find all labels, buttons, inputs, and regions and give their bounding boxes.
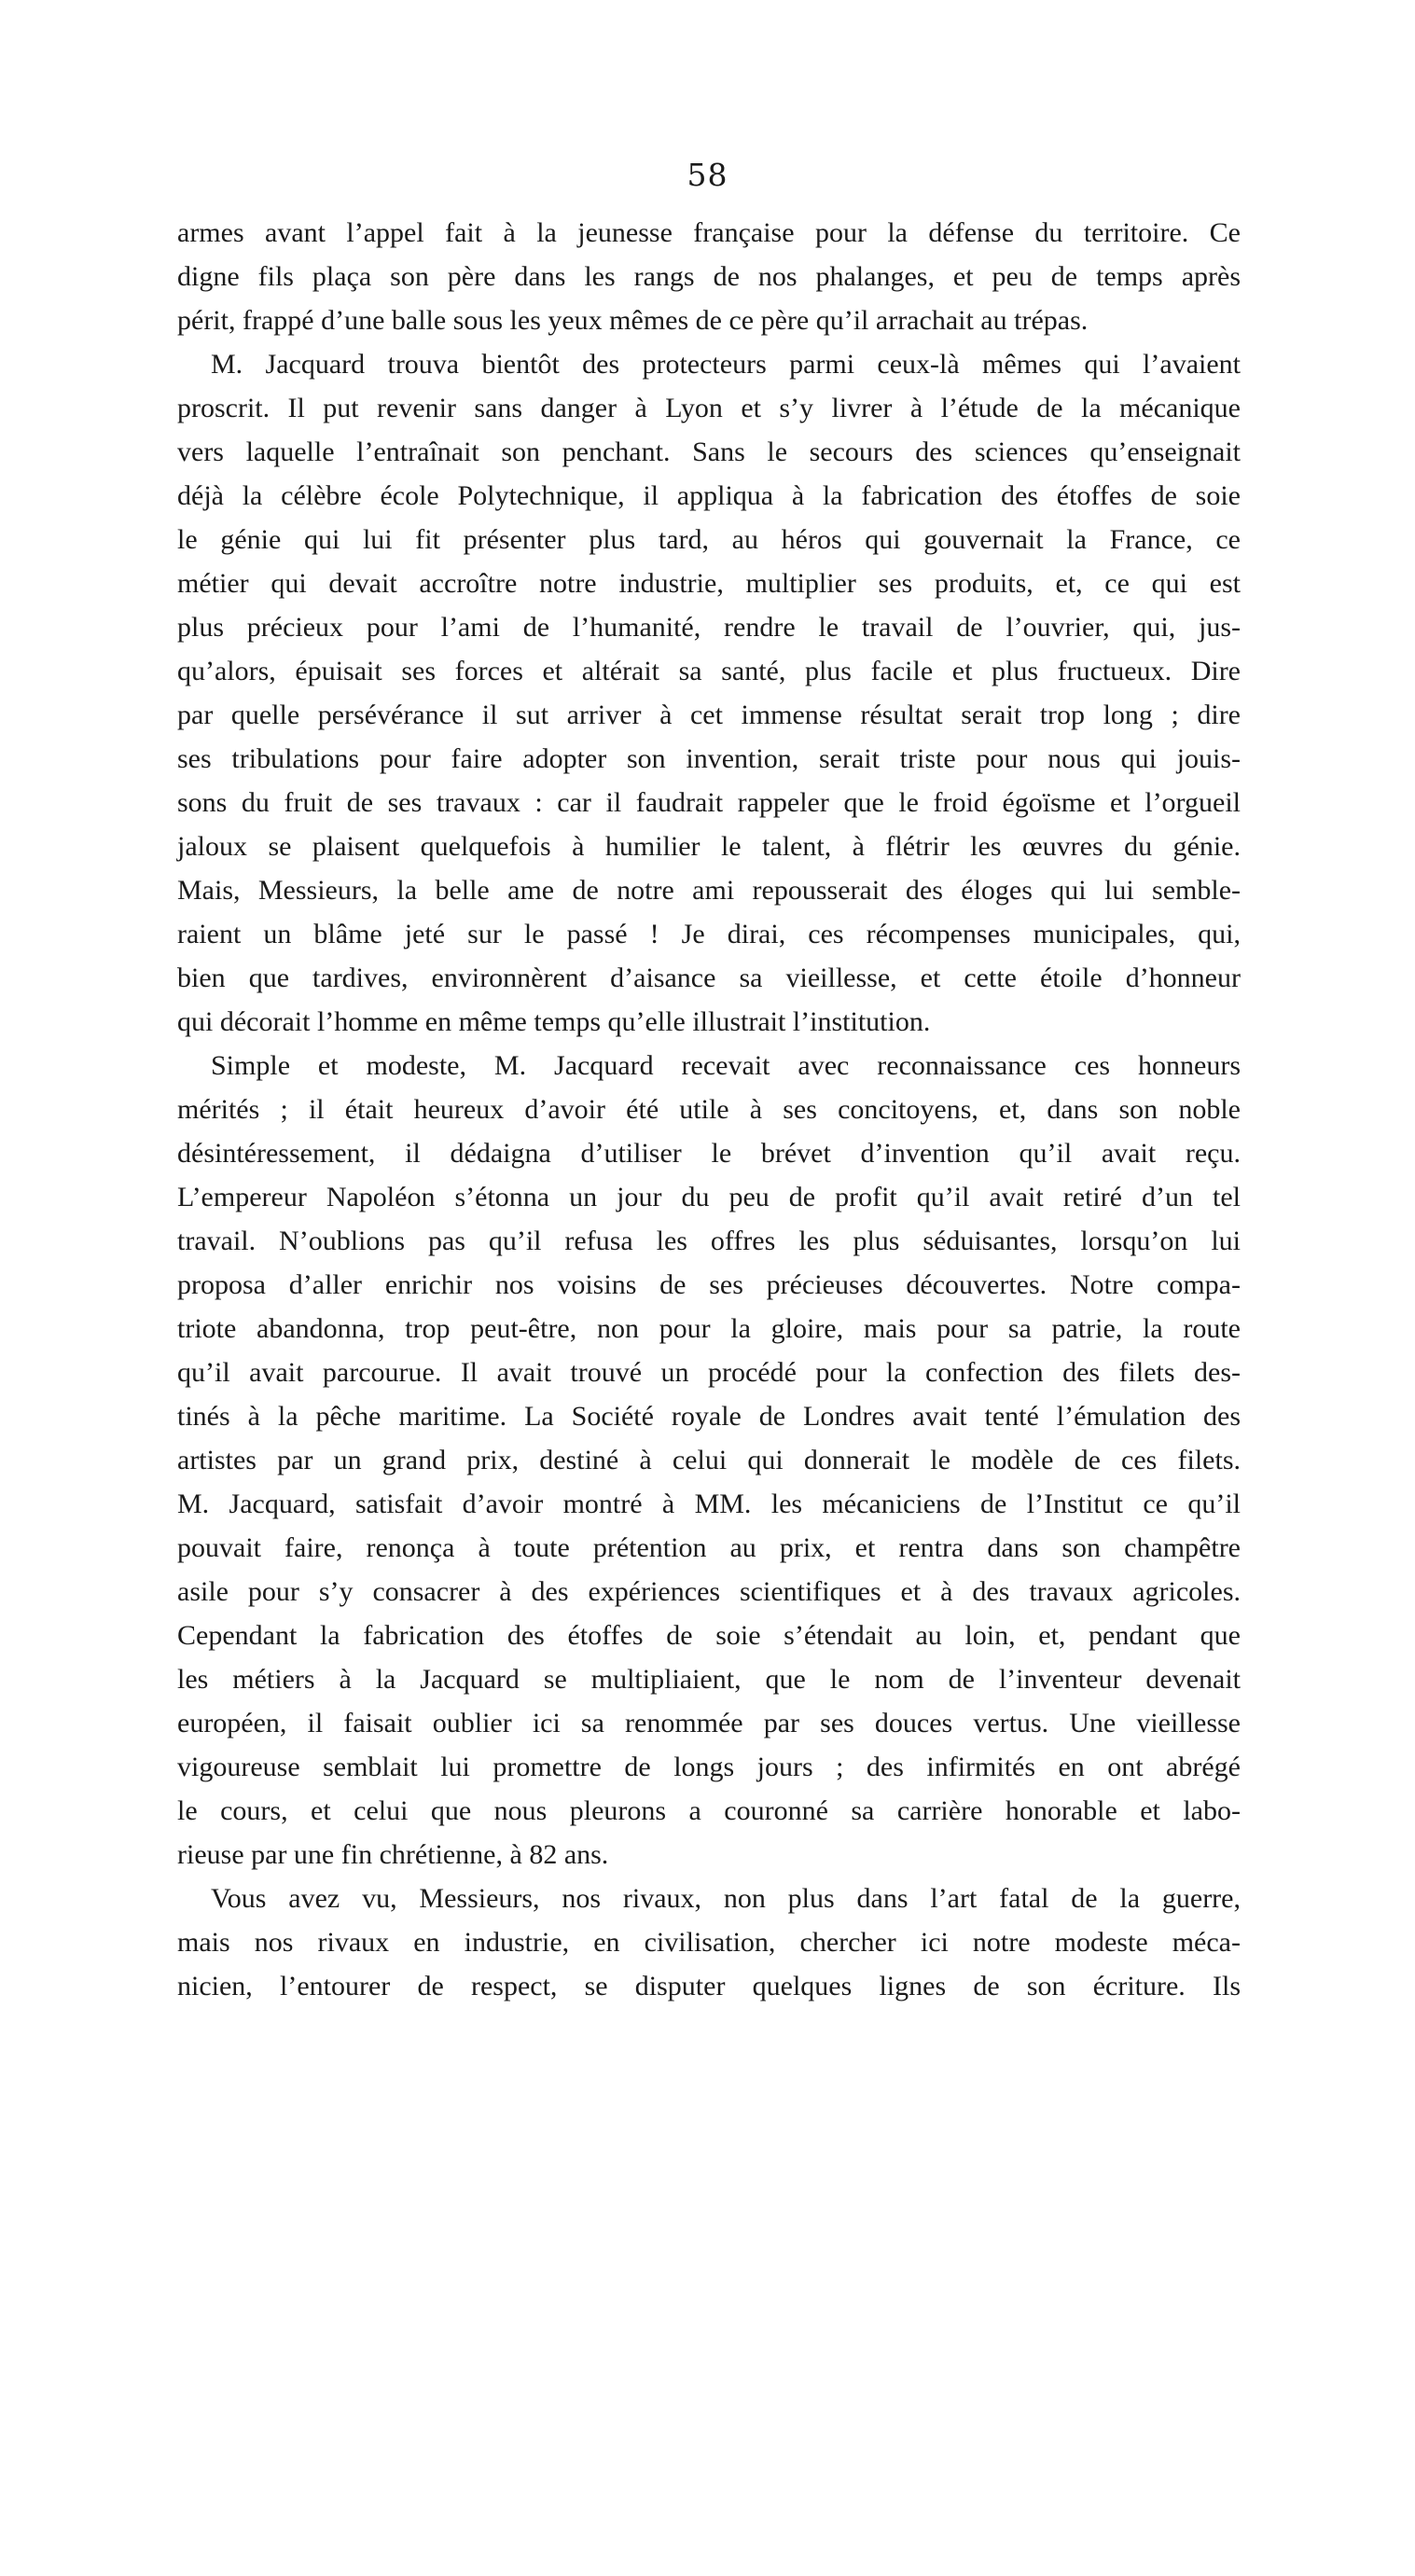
text-line: Cependant la fabrication des étoffes de soie s’étendait au loin, et, pendant que	[177, 1620, 1241, 1651]
text-line: qu’il avait parcourue. Il avait trouvé un procédé pour la confection des filets des-	[177, 1357, 1241, 1388]
text-line: mérités ; il était heureux d’avoir été utile à ses concitoyens, et, dans son noble	[177, 1094, 1241, 1125]
text-line: Mais, Messieurs, la belle ame de notre ami repousserait des éloges qui lui semble-	[177, 875, 1241, 906]
text-line: qu’alors, épuisait ses forces et altérait sa santé, plus facile et plus fructueux. Dire	[177, 656, 1241, 686]
page-number: 58	[687, 157, 728, 193]
text-line: ses tribulations pour faire adopter son invention, serait triste pour nous qui jouis-	[177, 743, 1241, 774]
text-line: vigoureuse semblait lui promettre de longs jours ; des infirmités en ont abrégé	[177, 1752, 1241, 1782]
text-line: tinés à la pêche maritime. La Société royale de Londres avait tenté l’émulation des	[177, 1401, 1241, 1432]
text-line: Simple et modeste, M. Jacquard recevait avec reconnaissance ces honneurs	[211, 1050, 1241, 1081]
text-line: déjà la célèbre école Polytechnique, il appliqua à la fabrication des étoffes de soie	[177, 480, 1241, 511]
text-line: raient un blâme jeté sur le passé ! Je dirai, ces récompenses municipales, qui,	[177, 919, 1241, 949]
body-text	[177, 211, 1241, 2008]
text-line: le cours, et celui que nous pleurons a couronné sa carrière honorable et labo-	[177, 1795, 1241, 1826]
text-line: sons du fruit de ses travaux : car il faudrait rappeler que le froid égoïsme et l’orgueil	[177, 787, 1241, 818]
text-line: désintéressement, il dédaigna d’utiliser le brévet d’invention qu’il avait reçu.	[177, 1138, 1241, 1169]
text-line: proscrit. Il put revenir sans danger à Lyon et s’y livrer à l’étude de la mécanique	[177, 393, 1241, 423]
text-line: périt, frappé d’une balle sous les yeux mêmes de ce père qu’il arrachait au trépas.	[177, 305, 1089, 336]
text-line: L’empereur Napoléon s’étonna un jour du peu de profit qu’il avait retiré d’un tel	[177, 1182, 1241, 1212]
text-line: jaloux se plaisent quelquefois à humilier le talent, à flétrir les œuvres du génie.	[177, 831, 1241, 862]
text-line: nicien, l’entourer de respect, se disputer quelques lignes de son écriture. Ils	[177, 1971, 1241, 2001]
text-line: pouvait faire, renonça à toute prétention au prix, et rentra dans son champêtre	[177, 1532, 1241, 1563]
text-line: par quelle persévérance il sut arriver à cet immense résultat serait trop long ; dire	[177, 699, 1241, 730]
text-line: Vous avez vu, Messieurs, nos rivaux, non plus dans l’art fatal de la guerre,	[211, 1883, 1241, 1914]
text-line: qui décorait l’homme en même temps qu’elle illustrait l’institution.	[177, 1006, 931, 1037]
text-line: métier qui devait accroître notre industrie, multiplier ses produits, et, ce qui est	[177, 568, 1241, 599]
text-line: digne fils plaça son père dans les rangs de nos phalanges, et peu de temps après	[177, 261, 1241, 292]
text-line: artistes par un grand prix, destiné à celui qui donnerait le modèle de ces filets.	[177, 1445, 1241, 1475]
text-line: plus précieux pour l’ami de l’humanité, rendre le travail de l’ouvrier, qui, jus-	[177, 612, 1241, 643]
text-line: le génie qui lui fit présenter plus tard, au héros qui gouvernait la France, ce	[177, 524, 1241, 555]
text-line: M. Jacquard trouva bientôt des protecteurs parmi ceux-là mêmes qui l’avaient	[211, 349, 1241, 380]
text-line: armes avant l’appel fait à la jeunesse française pour la défense du territoire. Ce	[177, 217, 1241, 248]
text-line: vers laquelle l’entraînait son penchant. Sans le secours des sciences qu’enseignait	[177, 436, 1241, 467]
text-line: bien que tardives, environnèrent d’aisance sa vieillesse, et cette étoile d’honneur	[177, 963, 1241, 993]
text-line: M. Jacquard, satisfait d’avoir montré à MM. les mécaniciens de l’Institut ce qu’il	[177, 1489, 1241, 1519]
text-line: proposa d’aller enrichir nos voisins de ses précieuses découvertes. Notre compa-	[177, 1269, 1241, 1300]
text-line: les métiers à la Jacquard se multipliaient, que le nom de l’inventeur devenait	[177, 1664, 1241, 1695]
text-line: mais nos rivaux en industrie, en civilisation, chercher ici notre modeste méca-	[177, 1927, 1241, 1958]
text-line: européen, il faisait oublier ici sa renommée par ses douces vertus. Une vieillesse	[177, 1708, 1241, 1738]
text-line: rieuse par une fin chrétienne, à 82 ans.	[177, 1839, 609, 1870]
text-line: travail. N’oublions pas qu’il refusa les offres les plus séduisantes, lorsqu’on lui	[177, 1226, 1241, 1256]
text-line: asile pour s’y consacrer à des expériences scientifiques et à des travaux agricoles.	[177, 1576, 1241, 1607]
text-line: triote abandonna, trop peut-être, non pour la gloire, mais pour sa patrie, la route	[177, 1313, 1241, 1344]
